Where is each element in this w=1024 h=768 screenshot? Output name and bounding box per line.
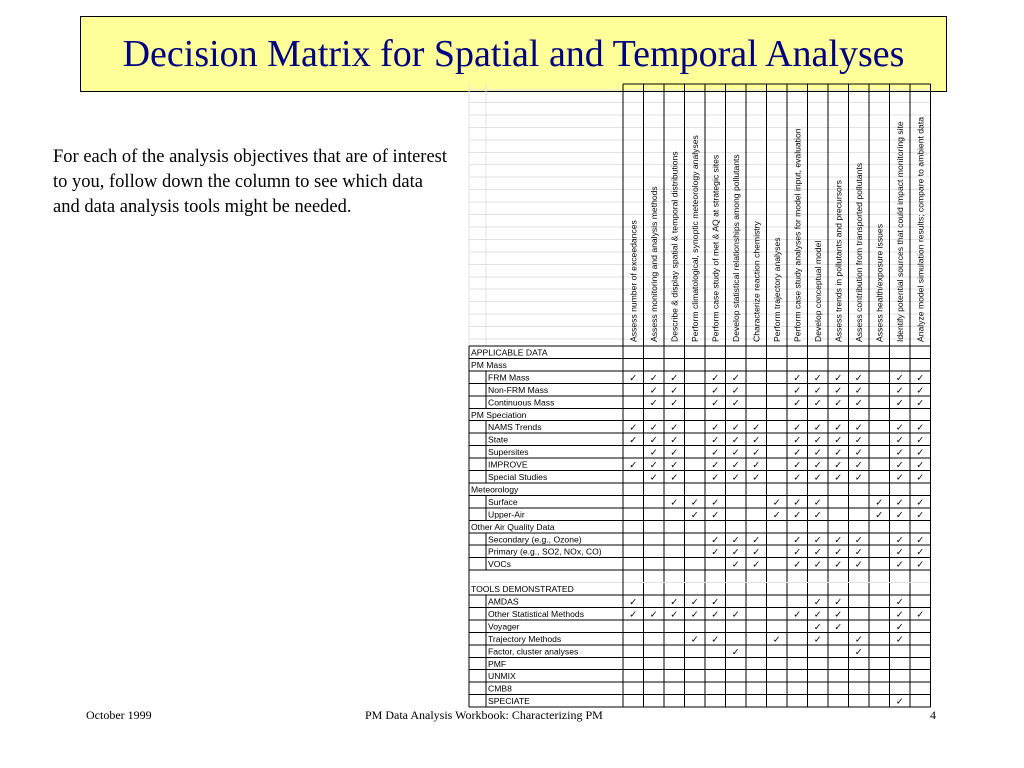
- footer-date: October 1999: [86, 708, 152, 722]
- row-label: Primary (e.g., SO2, NOx, CO): [488, 546, 602, 557]
- check-mark: ✓: [731, 646, 740, 658]
- footer-workbook-title: PM Data Analysis Workbook: Characterizing PM: [365, 708, 603, 722]
- row-label: CMB8: [488, 683, 512, 694]
- check-mark: ✓: [854, 372, 863, 384]
- check-mark: ✓: [895, 397, 904, 409]
- row-label: FRM Mass: [488, 372, 530, 383]
- row-label: UNMIX: [488, 671, 516, 682]
- check-mark: ✓: [834, 472, 843, 484]
- column-header: Develop statistical relationships among pollutants: [730, 154, 741, 342]
- check-mark: ✓: [793, 559, 802, 571]
- check-mark: ✓: [793, 397, 802, 409]
- column-header: Develop conceptual model: [812, 240, 823, 342]
- check-mark: ✓: [649, 397, 658, 409]
- check-mark: ✓: [895, 472, 904, 484]
- check-mark: ✓: [793, 534, 802, 546]
- check-mark: ✓: [895, 696, 904, 708]
- check-mark: ✓: [813, 372, 822, 384]
- column-header: Assess health/exposure issues: [874, 224, 885, 342]
- column-header: Perform case study analyses for model input, evaluation: [792, 128, 803, 342]
- check-mark: ✓: [670, 447, 679, 459]
- check-mark: ✓: [916, 609, 925, 621]
- check-mark: ✓: [731, 447, 740, 459]
- check-mark: ✓: [813, 447, 822, 459]
- check-mark: ✓: [854, 646, 863, 658]
- section-label: Other Air Quality Data: [471, 521, 555, 532]
- check-mark: ✓: [711, 634, 720, 646]
- check-mark: ✓: [895, 435, 904, 447]
- row-label: Trajectory Methods: [488, 633, 562, 644]
- check-mark: ✓: [629, 597, 638, 608]
- check-mark: ✓: [629, 609, 638, 621]
- check-mark: ✓: [670, 422, 679, 434]
- check-mark: ✓: [854, 385, 863, 397]
- check-mark: ✓: [813, 634, 822, 646]
- row-label: State: [488, 434, 509, 445]
- column-header: Describe & display spatial & temporal distributions: [669, 151, 680, 342]
- check-mark: ✓: [813, 385, 822, 397]
- row-label: PMF: [488, 658, 507, 669]
- instructions-line: to you, follow down the column to see which data: [53, 172, 423, 192]
- check-mark: ✓: [895, 621, 904, 633]
- check-mark: ✓: [670, 435, 679, 447]
- check-mark: ✓: [752, 460, 761, 472]
- check-mark: ✓: [854, 547, 863, 559]
- check-mark: ✓: [731, 472, 740, 484]
- check-mark: ✓: [793, 509, 802, 521]
- check-mark: ✓: [916, 472, 925, 484]
- check-mark: ✓: [916, 447, 925, 459]
- check-mark: ✓: [916, 559, 925, 571]
- row-label: Non-FRM Mass: [488, 384, 549, 395]
- title-banner: [80, 16, 947, 92]
- check-mark: ✓: [793, 435, 802, 447]
- column-header: Identify potential sources that could impact monitoring site: [894, 121, 905, 342]
- check-mark: ✓: [711, 435, 720, 447]
- check-mark: ✓: [711, 547, 720, 559]
- check-mark: ✓: [629, 372, 638, 384]
- column-header: Assess monitoring and analysis methods: [648, 186, 659, 342]
- check-mark: ✓: [711, 460, 720, 472]
- check-mark: ✓: [834, 559, 843, 571]
- check-mark: ✓: [690, 597, 699, 608]
- row-label: Supersites: [488, 447, 529, 458]
- check-mark: ✓: [834, 547, 843, 559]
- check-mark: ✓: [834, 397, 843, 409]
- check-mark: ✓: [731, 372, 740, 384]
- check-mark: ✓: [731, 397, 740, 409]
- check-mark: ✓: [670, 472, 679, 484]
- check-mark: ✓: [895, 385, 904, 397]
- check-mark: ✓: [752, 547, 761, 559]
- check-mark: ✓: [670, 497, 679, 509]
- check-mark: ✓: [711, 509, 720, 521]
- check-mark: ✓: [895, 460, 904, 472]
- row-label: Other Statistical Methods: [488, 608, 585, 619]
- check-mark: ✓: [711, 472, 720, 484]
- check-mark: ✓: [916, 497, 925, 509]
- check-mark: ✓: [711, 609, 720, 621]
- check-mark: ✓: [649, 472, 658, 484]
- check-mark: ✓: [895, 634, 904, 646]
- column-header: Perform climatological, synoptic meteorology analyses: [689, 135, 700, 342]
- check-mark: ✓: [813, 397, 822, 409]
- check-mark: ✓: [854, 460, 863, 472]
- check-mark: ✓: [813, 422, 822, 434]
- section-label: APPLICABLE DATA: [471, 347, 548, 358]
- check-mark: ✓: [649, 460, 658, 472]
- check-mark: ✓: [875, 497, 884, 509]
- check-mark: ✓: [916, 547, 925, 559]
- check-mark: ✓: [834, 372, 843, 384]
- row-label: SPECIATE: [488, 696, 530, 707]
- check-mark: ✓: [895, 447, 904, 459]
- check-mark: ✓: [834, 597, 843, 608]
- check-mark: ✓: [752, 472, 761, 484]
- check-mark: ✓: [916, 385, 925, 397]
- check-mark: ✓: [813, 460, 822, 472]
- column-header: Perform case study of met & AQ at strategic sites: [710, 154, 721, 342]
- check-mark: ✓: [629, 435, 638, 447]
- row-label: Surface: [488, 496, 518, 507]
- check-mark: ✓: [690, 634, 699, 646]
- row-label: Secondary (e.g., Ozone): [488, 534, 582, 545]
- check-mark: ✓: [895, 509, 904, 521]
- check-mark: ✓: [834, 422, 843, 434]
- slide-title: Decision Matrix for Spatial and Temporal Analyses: [122, 33, 905, 75]
- instructions-line: For each of the analysis objectives that are of interest: [53, 147, 448, 167]
- check-mark: ✓: [649, 422, 658, 434]
- check-mark: ✓: [854, 447, 863, 459]
- row-label: Special Studies: [488, 472, 548, 482]
- check-mark: ✓: [711, 422, 720, 434]
- check-mark: ✓: [649, 372, 658, 384]
- check-mark: ✓: [895, 422, 904, 434]
- check-mark: ✓: [793, 447, 802, 459]
- check-mark: ✓: [895, 372, 904, 384]
- check-mark: ✓: [813, 597, 822, 608]
- check-mark: ✓: [854, 397, 863, 409]
- check-mark: ✓: [854, 422, 863, 434]
- check-mark: ✓: [793, 472, 802, 484]
- row-label: Continuous Mass: [488, 397, 555, 408]
- check-mark: ✓: [772, 634, 781, 646]
- instructions-line: and data analysis tools might be needed.: [53, 197, 352, 217]
- section-label: Meteorology: [471, 484, 519, 495]
- check-mark: ✓: [711, 597, 720, 608]
- check-mark: ✓: [752, 435, 761, 447]
- check-mark: ✓: [916, 435, 925, 447]
- check-mark: ✓: [895, 497, 904, 509]
- check-mark: ✓: [690, 509, 699, 521]
- row-label: Voyager: [488, 621, 520, 632]
- check-mark: ✓: [916, 372, 925, 384]
- check-mark: ✓: [649, 435, 658, 447]
- check-mark: ✓: [813, 435, 822, 447]
- check-mark: ✓: [670, 385, 679, 397]
- check-mark: ✓: [752, 559, 761, 571]
- check-mark: ✓: [670, 460, 679, 472]
- check-mark: ✓: [793, 547, 802, 559]
- check-mark: ✓: [854, 534, 863, 546]
- check-mark: ✓: [711, 397, 720, 409]
- check-mark: ✓: [670, 597, 679, 608]
- check-mark: ✓: [793, 497, 802, 509]
- column-header: Characterize reaction chemistry: [751, 221, 762, 342]
- check-mark: ✓: [731, 534, 740, 546]
- section-label: PM Mass: [471, 359, 507, 370]
- column-header: Perform trajectory analyses: [771, 237, 782, 342]
- row-label: AMDAS: [488, 596, 519, 607]
- check-mark: ✓: [813, 609, 822, 621]
- footer-page-number: 4: [930, 708, 936, 722]
- check-mark: ✓: [854, 634, 863, 646]
- check-mark: ✓: [813, 547, 822, 559]
- check-mark: ✓: [813, 497, 822, 509]
- check-mark: ✓: [813, 621, 822, 633]
- check-mark: ✓: [629, 460, 638, 472]
- check-mark: ✓: [916, 397, 925, 409]
- check-mark: ✓: [649, 385, 658, 397]
- check-mark: ✓: [895, 559, 904, 571]
- check-mark: ✓: [711, 497, 720, 509]
- check-mark: ✓: [731, 547, 740, 559]
- check-mark: ✓: [895, 534, 904, 546]
- check-mark: ✓: [793, 460, 802, 472]
- check-mark: ✓: [916, 509, 925, 521]
- check-mark: ✓: [854, 559, 863, 571]
- check-mark: ✓: [813, 509, 822, 521]
- check-mark: ✓: [854, 435, 863, 447]
- check-mark: ✓: [875, 509, 884, 521]
- check-mark: ✓: [752, 422, 761, 434]
- check-mark: ✓: [731, 609, 740, 621]
- row-label: Upper-Air: [488, 509, 525, 520]
- check-mark: ✓: [670, 397, 679, 409]
- check-mark: ✓: [731, 460, 740, 472]
- check-mark: ✓: [690, 497, 699, 509]
- check-mark: ✓: [629, 422, 638, 434]
- check-mark: ✓: [813, 559, 822, 571]
- check-mark: ✓: [731, 435, 740, 447]
- check-mark: ✓: [690, 609, 699, 621]
- check-mark: ✓: [793, 422, 802, 434]
- check-mark: ✓: [834, 621, 843, 633]
- column-header: Assess trends in pollutants and precursors: [833, 180, 844, 342]
- check-mark: ✓: [772, 509, 781, 521]
- column-header: Assess contribution from transported pollutants: [853, 162, 864, 342]
- check-mark: ✓: [813, 534, 822, 546]
- check-mark: ✓: [834, 435, 843, 447]
- check-mark: ✓: [711, 385, 720, 397]
- column-header: Analyze model simulation results; compare to ambient data: [915, 117, 926, 342]
- check-mark: ✓: [813, 472, 822, 484]
- check-mark: ✓: [793, 372, 802, 384]
- check-mark: ✓: [711, 534, 720, 546]
- section-label: TOOLS DEMONSTRATED: [471, 584, 574, 595]
- check-mark: ✓: [916, 534, 925, 546]
- check-mark: ✓: [772, 497, 781, 509]
- check-mark: ✓: [834, 447, 843, 459]
- column-header: Assess number of exceedances: [628, 220, 639, 342]
- check-mark: ✓: [834, 385, 843, 397]
- check-mark: ✓: [793, 609, 802, 621]
- check-mark: ✓: [834, 534, 843, 546]
- check-mark: ✓: [670, 609, 679, 621]
- check-mark: ✓: [895, 547, 904, 559]
- row-label: VOCs: [488, 559, 511, 570]
- row-label: Factor, cluster analyses: [488, 646, 579, 657]
- instructions: [53, 145, 573, 220]
- check-mark: ✓: [711, 447, 720, 459]
- check-mark: ✓: [834, 460, 843, 472]
- check-mark: ✓: [752, 447, 761, 459]
- check-mark: ✓: [731, 559, 740, 571]
- check-mark: ✓: [916, 460, 925, 472]
- check-mark: ✓: [854, 472, 863, 484]
- check-mark: ✓: [731, 385, 740, 397]
- row-label: NAMS Trends: [488, 422, 542, 433]
- check-mark: ✓: [670, 372, 679, 384]
- check-mark: ✓: [895, 597, 904, 608]
- check-mark: ✓: [711, 372, 720, 384]
- check-mark: ✓: [916, 422, 925, 434]
- check-mark: ✓: [834, 609, 843, 621]
- check-mark: ✓: [752, 534, 761, 546]
- check-mark: ✓: [649, 447, 658, 459]
- section-label: PM Speciation: [471, 409, 527, 420]
- check-mark: ✓: [649, 609, 658, 621]
- check-mark: ✓: [793, 385, 802, 397]
- check-mark: ✓: [731, 422, 740, 434]
- row-label: IMPROVE: [488, 459, 528, 470]
- check-mark: ✓: [895, 609, 904, 621]
